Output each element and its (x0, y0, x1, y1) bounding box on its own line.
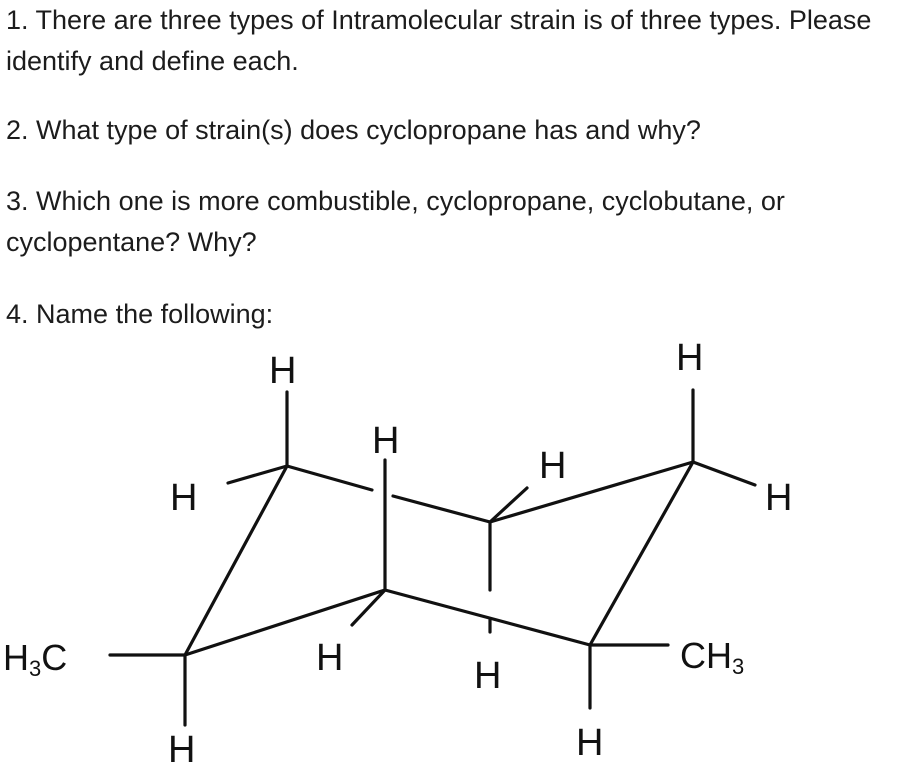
question-text: What type of strain(s) does cyclopropane has and why? (28, 115, 701, 145)
methyl-subscript: 3 (29, 656, 42, 681)
question-number: 1. (6, 5, 29, 35)
question-1 (6, 0, 906, 82)
bond (393, 496, 490, 522)
bond (385, 590, 590, 645)
question-3 (6, 181, 914, 263)
bond (287, 466, 372, 490)
methyl-subscript: 3 (732, 654, 745, 679)
hydrogen-label: H (372, 420, 400, 462)
hydrogen-label: H (474, 655, 502, 697)
methyl-tail: C (41, 637, 68, 678)
hydrogen-label: H (765, 477, 793, 519)
ring-bonds (185, 460, 693, 655)
question-2 (6, 110, 701, 151)
question-text: Which one is more combustible, cyclopropane, cyclobutane, or cyclopentane? Why? (6, 186, 785, 257)
question-4 (6, 294, 273, 335)
hydrogen-label: H (539, 445, 567, 487)
methyl-main: H (3, 637, 29, 678)
question-number: 4. (6, 299, 29, 329)
substituent-bonds (110, 390, 755, 725)
methyl-label-right (680, 635, 744, 679)
question-text: There are three types of Intramolecular strain is of three types. Please identify and define each. (6, 5, 872, 76)
hydrogen-label: H (168, 729, 196, 770)
question-number: 3. (6, 186, 29, 216)
hydrogen-label: H (170, 477, 198, 519)
chemical-structure (0, 330, 914, 770)
question-number: 2. (6, 115, 29, 145)
question-text: Name the following: (36, 299, 274, 329)
hydrogen-label: H (316, 637, 344, 679)
methyl-label-left (3, 637, 67, 681)
bond (693, 462, 755, 485)
hydrogen-label: H (576, 722, 604, 764)
hydrogen-label: H (676, 337, 704, 379)
hydrogen-label: H (269, 350, 297, 392)
methyl-main: CH (680, 635, 732, 676)
